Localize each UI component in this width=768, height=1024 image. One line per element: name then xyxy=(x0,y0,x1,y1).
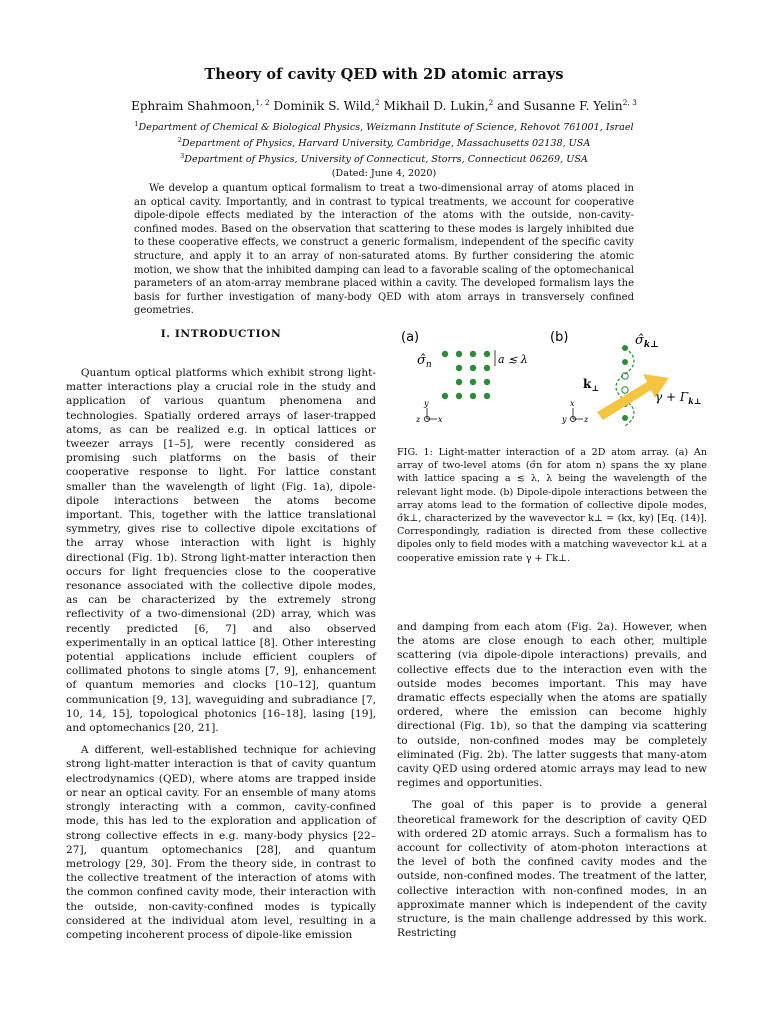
atom xyxy=(470,365,476,371)
collective-dipole-column xyxy=(616,345,634,426)
svg-text:z: z xyxy=(584,415,589,424)
figure-1 xyxy=(397,326,717,446)
author-2: Dominik S. Wild,$^2$ xyxy=(273,98,380,113)
atom xyxy=(456,379,462,385)
atom xyxy=(456,365,462,371)
panel-b-label: (b) xyxy=(550,330,569,345)
abstract: We develop a quantum optical formalism to treat a two-dimensional array of atoms placed in an optical cavity. Importantly, and in contrast to typical treatments, we account for cooperative dipole-dipole effects mediated by the interaction of the atoms with the outside, non-cavity-confined modes. Based on the observation that scattering to these modes is largely inhibited due to these cooperative effects, we construct a generic formalism, independent of the specific cavity structure, and apply it to an array of non-saturated atoms. By further considering the atomic motion, we show that the inhibited damping can lead to a favorable scaling of the optomechanical parameters of an atom-array membrane placed within a cavity. The developed formalism lays the basis for further investigation of many-body QED with atom arrays in transversely confined geometries. xyxy=(134,183,634,317)
author-3: Mikhail D. Lukin,$^2$ xyxy=(383,98,494,113)
affiliation-2: $^2$Department of Physics, Harvard University, Cambridge, Massachusetts 02138, USA xyxy=(177,136,591,150)
atom xyxy=(484,365,490,371)
atom xyxy=(470,379,476,385)
author-list xyxy=(0,98,768,113)
rate-label: $\gamma + \Gamma_{k\perp}$ xyxy=(655,390,702,406)
left-column xyxy=(66,366,376,950)
intro-paragraph-1: Quantum optical platforms which exhibit strong light-matter interactions play a crucial role in the study and application of various quantum phenomena and technologies. Spatially ordered arrays of laser-trapped atoms, as can be realized e.g. in optical lattices or tweezer arrays [1–5], were recently considered as promising such platforms on the basis of their cooperative response to light. For lattice constant smaller than the wavelength of light (Fig. 1a), dipole-dipole interactions between the atoms become important. This, together with the lattice translational symmetry, gives rise to collective dipole excitations of the array whose interaction with light is highly directional (Fig. 1b). Strong light-matter interaction then occurs for light frequencies close to the cooperative resonance associated with the collective dipole modes, as can be characterized by the extremely strong reflectivity of a two-dimensional (2D) array, which was recently predicted [6, 7] and also observed experimentally in an optical lattice [8]. Other interesting potential applications include efficient couplers of collimated photons to single atoms [7, 9], enhancement of quantum memories and clocks [10–12], quantum communication [9, 13], waveguiding and subradiance [7, 10, 14, 15], topological photonics [16–18], lasing [19], and optomechanics [20, 21]. xyxy=(66,367,376,735)
atom xyxy=(484,351,490,357)
figure-1-diagram xyxy=(397,326,717,446)
atom xyxy=(470,393,476,399)
figure-1-caption: FIG. 1: Light-matter interaction of a 2D atom array. (a) An array of two-level atoms (σ̂n for atom n) spans the xy plane with lattice spacing a ≲ λ, λ being the wavelength of the relevant light mode. (b) Dipole-dipole interactions between the array atoms lead to the formation of collective dipole modes, σ̂k⊥, characterized by the wavevector k⊥ = (kx, ky) [Eq. (14)]. Correspondingly, radiation is directed from these collective dipoles only to field modes with a matching wavevector k⊥ at a cooperative emission rate γ + Γk⊥. xyxy=(397,447,707,564)
panel-a-label: (a) xyxy=(401,330,420,345)
section-heading-introduction: I. INTRODUCTION xyxy=(160,328,282,340)
author-4: and Susanne F. Yelin$^{2, 3}$ xyxy=(497,98,637,113)
svg-text:y: y xyxy=(424,399,429,408)
intro-paragraph-2: A different, well-established technique for achieving strong light-matter interaction is that of cavity quantum electrodynamics (QED), where atoms are trapped inside or near an optical cavity. For an ensemble of many atoms strongly interacting with a common, cavity-confined mode, this has led to the exploration and application of strong collective effects in e.g. many-body physics [22–27], quantum optomechanics [28], and quantum metrology [29, 30]. From the theory side, in contrast to the collective treatment of the interaction of atoms with the common confined cavity mode, their interaction with the outside, non-cavity-confined modes is typically considered at the individual atom level, resulting in a competing incoherent process of dipole-like emission xyxy=(66,744,376,941)
date-line: (Dated: June 4, 2020) xyxy=(331,167,437,179)
atom xyxy=(456,393,462,399)
atom xyxy=(442,351,448,357)
k-perp-label: $k_\perp$ xyxy=(583,377,600,393)
right-paragraph-1: and damping from each atom (Fig. 2a). However, when the atoms are close enough to each other, multiple scattering (via dipole-dipole interactions) prevails, and collective effects due to the interaction even with the outside modes becomes important. This may have dramatic effects especially when the atoms are spatially ordered, where the emission can become highly directional (Fig. 1b), so that the damping via scattering to outside, non-confined modes may be completely eliminated (Fig. 2b). The latter suggests that many-atom cavity QED using ordered atomic arrays may lead to new regimes and opportunities. xyxy=(397,621,707,790)
atom-lattice xyxy=(442,351,490,399)
svg-text:x: x xyxy=(438,415,443,424)
atom xyxy=(484,379,490,385)
axes-a xyxy=(415,399,443,424)
sigma-k-label: $\sigmâ_{k\perp}$ xyxy=(635,333,659,350)
affiliations xyxy=(0,118,768,180)
spacing-label: a ≲ λ xyxy=(498,353,528,366)
paper-title: Theory of cavity QED with 2D atomic arrays xyxy=(204,66,564,83)
svg-text:y: y xyxy=(562,415,567,424)
atom xyxy=(484,393,490,399)
atom xyxy=(456,351,462,357)
affiliation-3: $^3$Department of Physics, University of Connecticut, Storrs, Connecticut 06269, USA xyxy=(180,152,588,166)
svg-text:x: x xyxy=(570,399,575,408)
author-1: Ephraim Shahmoon,$^{1, 2}$ xyxy=(131,98,270,113)
affiliation-1: $^1$Department of Chemical & Biological Physics, Weizmann Institute of Science, Rehovot 761001, Israel xyxy=(134,120,634,134)
atom xyxy=(470,351,476,357)
axes-b xyxy=(561,399,589,424)
svg-text:z: z xyxy=(416,415,421,424)
atom xyxy=(442,393,448,399)
right-column xyxy=(397,620,707,948)
right-paragraph-2: The goal of this paper is to provide a general theoretical framework for the description of cavity QED with ordered 2D atomic arrays. Such a formalism has to account for collectivity of atom-photon interactions at the level of both the confined cavity modes and the outside, non-confined modes. The treatment of the latter, collective interaction with non-confined modes, in an approximate manner which is independent of the cavity structure, is the main challenge addressed by this work. Restricting xyxy=(397,799,707,940)
sigma-n-label: $\sigmâ_n$ xyxy=(417,353,432,370)
